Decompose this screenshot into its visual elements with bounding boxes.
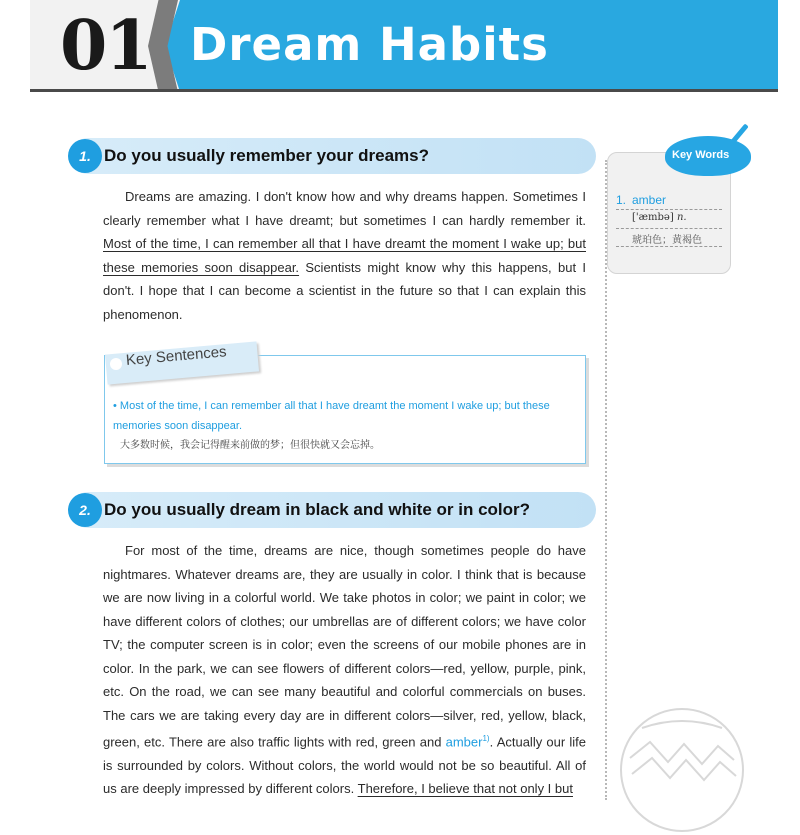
paragraph-1 xyxy=(103,185,586,326)
key-sentence-english: • Most of the time, I can remember all that I have dreamt the moment I wake up; but these memories soon disappear. xyxy=(113,400,550,432)
question-title-2: Do you usually dream in black and white or in color? xyxy=(104,500,531,519)
key-sentences-label: Key Sentences xyxy=(125,343,228,369)
question-number-1: 1. xyxy=(68,139,102,173)
paragraph-2-text-b: . Actually our life is surrounded by colors. Without colors, the world would not be so beautiful. All of us are deeply impressed by different colors. xyxy=(103,734,586,797)
part-of-speech: n. xyxy=(676,212,687,223)
paragraph-2-text-a: For most of the time, dreams are nice, though sometimes people do have nightmares. Whatever dreams are, they are usually in color. I think that is because we are now living in a colorful world. We take photos in color; we paint in color; we have different colors of clothes; our umbrellas are of different colors; we have color TV; the computer screen is in color; even the screens of our mobile phones are in color. In the park, we can see flowers of different colors—red, yellow, purple, pink, etc. On the road, we can see many beautiful and colorful commercials on buses. The cars we are taking every day are in different colors—silver, red, yellow, black, green, etc. There are also traffic lights with red, green and xyxy=(103,543,586,750)
unit-number: 01 xyxy=(60,6,151,86)
key-word-rule xyxy=(616,209,722,210)
question-number-2: 2. xyxy=(68,493,102,527)
highlight-word-amber: amber xyxy=(445,734,483,750)
paragraph-1-text-a: Dreams are amazing. I don't know how and why dreams happen. Sometimes I clearly remember what I have dreamt; but sometimes I can hardly remember it. xyxy=(103,189,586,228)
key-word-rule xyxy=(616,228,722,229)
key-word-chinese: 琥珀色；黄褐色 xyxy=(632,235,702,246)
paragraph-2 xyxy=(103,539,586,801)
question-title-1: Do you usually remember your dreams? xyxy=(104,146,429,165)
footnote-marker: 1) xyxy=(482,734,490,743)
key-word-rule xyxy=(616,246,722,247)
zigzag-pattern-icon xyxy=(622,710,742,830)
phonetic-text: ['æmbə] xyxy=(632,212,674,223)
paragraph-2-underlined: Therefore, I believe that not only I but xyxy=(357,781,573,797)
key-word-phonetic xyxy=(632,212,687,223)
key-word-number: 1. xyxy=(616,193,627,207)
header-rule xyxy=(30,89,778,92)
paragraph-1-underlined: Most of the time, I can remember all that I have dreamt the moment I wake up; but these memories soon disappear. xyxy=(103,236,586,275)
key-word-term: amber xyxy=(632,193,667,207)
key-sentence-english-text: Most of the time, I can remember all that I have dreamt the moment I wake up; but these memories soon disappear. xyxy=(113,400,550,432)
page-title: Dream Habits xyxy=(190,18,549,71)
key-words-label: Key Words xyxy=(672,149,730,161)
key-sentence-chinese: 大多数时候，我会记得醒来前做的梦；但很快就又会忘掉。 xyxy=(120,440,380,451)
paragraph-1-text-b: Scientists might know why this happens, but I don't. I hope that I can become a scientist in the future so that I can explain this phenomenon. xyxy=(103,259,586,322)
bullet-dot-icon xyxy=(110,358,122,370)
decorative-ball xyxy=(620,708,744,832)
